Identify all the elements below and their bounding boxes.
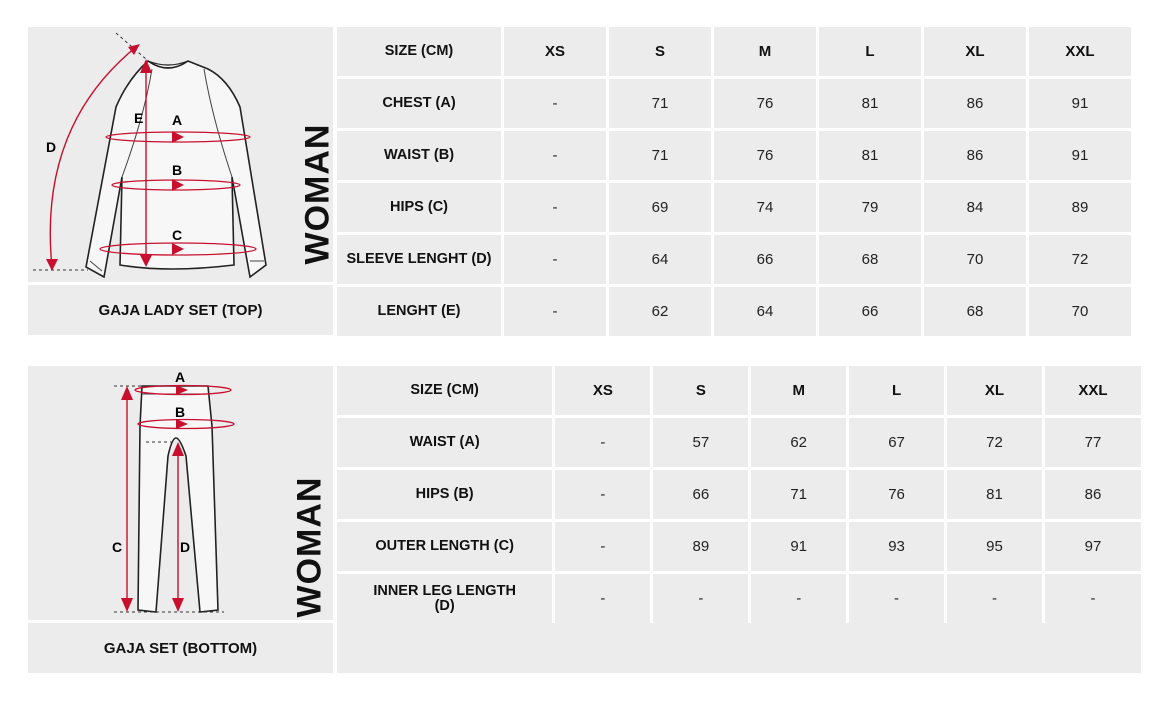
table-cell: - xyxy=(504,287,606,336)
table-cell: - xyxy=(751,574,846,623)
table-cell: 77 xyxy=(1045,418,1141,467)
header-cell: XXL xyxy=(1045,366,1141,415)
letter-b: B xyxy=(172,162,183,178)
table-cell: 86 xyxy=(924,79,1026,128)
table-row xyxy=(337,287,1131,336)
woman-label: WOMAN xyxy=(290,476,329,618)
table-header-row xyxy=(337,366,1141,415)
table-cell: 93 xyxy=(849,522,944,571)
letter-c: C xyxy=(172,227,183,243)
letter-b: B xyxy=(175,404,186,420)
table-cell: - xyxy=(1045,574,1141,623)
table-row xyxy=(337,574,1141,623)
table-cell: 86 xyxy=(924,131,1026,180)
letter-c: C xyxy=(112,539,123,555)
table-cell: 70 xyxy=(924,235,1026,284)
row-label: HIPS (B) xyxy=(337,470,552,519)
header-cell: S xyxy=(609,27,711,76)
table-cell: 91 xyxy=(1029,131,1131,180)
header-cell: XXL xyxy=(1029,27,1131,76)
table-cell: - xyxy=(555,522,650,571)
table-row xyxy=(337,183,1131,232)
table-header-row xyxy=(337,27,1131,76)
table-cell: 70 xyxy=(1029,287,1131,336)
table-cell: 89 xyxy=(653,522,748,571)
table-cell: 68 xyxy=(924,287,1026,336)
table-cell: 97 xyxy=(1045,522,1141,571)
woman-label: WOMAN xyxy=(298,123,337,265)
table-cell: 71 xyxy=(609,131,711,180)
longsleeve-top-illustration xyxy=(28,27,333,282)
row-label: SLEEVE LENGHT (D) xyxy=(337,235,501,284)
header-cell: L xyxy=(849,366,944,415)
table-cell: 89 xyxy=(1029,183,1131,232)
table-cell: 76 xyxy=(714,131,816,180)
table-cell: 66 xyxy=(653,470,748,519)
table-row xyxy=(337,79,1131,128)
table-cell: 64 xyxy=(714,287,816,336)
table-cell: 62 xyxy=(751,418,846,467)
letter-d: D xyxy=(46,139,57,155)
table-cell: - xyxy=(504,131,606,180)
table-cell: - xyxy=(504,183,606,232)
empty-footer-strip xyxy=(337,623,1141,673)
table-cell: 81 xyxy=(947,470,1042,519)
leggings-illustration xyxy=(28,366,333,620)
table-cell: 64 xyxy=(609,235,711,284)
header-cell: XS xyxy=(555,366,650,415)
top-size-chart xyxy=(28,27,1141,335)
bottom-size-table xyxy=(334,363,1144,626)
table-cell: - xyxy=(947,574,1042,623)
row-label: OUTER LENGTH (C) xyxy=(337,522,552,571)
table-cell: 81 xyxy=(819,79,921,128)
table-cell: 84 xyxy=(924,183,1026,232)
letter-a: A xyxy=(172,112,183,128)
header-cell: XL xyxy=(947,366,1042,415)
table-cell: 66 xyxy=(714,235,816,284)
row-label: HIPS (C) xyxy=(337,183,501,232)
table-cell: 72 xyxy=(947,418,1042,467)
header-cell: S xyxy=(653,366,748,415)
header-cell: XL xyxy=(924,27,1026,76)
letter-d: D xyxy=(180,539,191,555)
top-product-name: GAJA LADY SET (TOP) xyxy=(28,285,333,335)
letter-a: A xyxy=(175,369,186,385)
table-cell: 67 xyxy=(849,418,944,467)
table-cell: 91 xyxy=(1029,79,1131,128)
bottom-size-chart xyxy=(28,366,1141,673)
table-row xyxy=(337,235,1131,284)
row-label: LENGHT (E) xyxy=(337,287,501,336)
table-cell: 74 xyxy=(714,183,816,232)
table-cell: 86 xyxy=(1045,470,1141,519)
header-cell: SIZE (CM) xyxy=(337,366,552,415)
table-cell: 71 xyxy=(609,79,711,128)
header-cell: L xyxy=(819,27,921,76)
table-cell: 66 xyxy=(819,287,921,336)
table-cell: 81 xyxy=(819,131,921,180)
table-cell: 95 xyxy=(947,522,1042,571)
table-row xyxy=(337,522,1141,571)
table-cell: - xyxy=(849,574,944,623)
letter-e: E xyxy=(134,110,144,126)
header-cell: XS xyxy=(504,27,606,76)
header-cell: M xyxy=(714,27,816,76)
top-size-table xyxy=(334,24,1134,339)
table-row xyxy=(337,418,1141,467)
bottom-product-name: GAJA SET (BOTTOM) xyxy=(28,623,333,673)
table-cell: - xyxy=(653,574,748,623)
table-cell: 71 xyxy=(751,470,846,519)
row-label: INNER LEG LENGTH (D) xyxy=(337,574,552,623)
table-cell: 68 xyxy=(819,235,921,284)
table-cell: 72 xyxy=(1029,235,1131,284)
row-label: WAIST (B) xyxy=(337,131,501,180)
table-cell: - xyxy=(555,574,650,623)
table-cell: - xyxy=(504,79,606,128)
table-cell: 79 xyxy=(819,183,921,232)
bottom-figure-panel xyxy=(28,366,333,620)
table-cell: 76 xyxy=(714,79,816,128)
table-cell: - xyxy=(504,235,606,284)
table-cell: 57 xyxy=(653,418,748,467)
top-figure-panel xyxy=(28,27,337,282)
header-cell: SIZE (CM) xyxy=(337,27,501,76)
table-cell: - xyxy=(555,470,650,519)
row-label: WAIST (A) xyxy=(337,418,552,467)
table-row xyxy=(337,131,1131,180)
table-cell: 76 xyxy=(849,470,944,519)
table-cell: 69 xyxy=(609,183,711,232)
row-label: CHEST (A) xyxy=(337,79,501,128)
header-cell: M xyxy=(751,366,846,415)
table-row xyxy=(337,470,1141,519)
table-cell: 91 xyxy=(751,522,846,571)
table-cell: 62 xyxy=(609,287,711,336)
table-cell: - xyxy=(555,418,650,467)
